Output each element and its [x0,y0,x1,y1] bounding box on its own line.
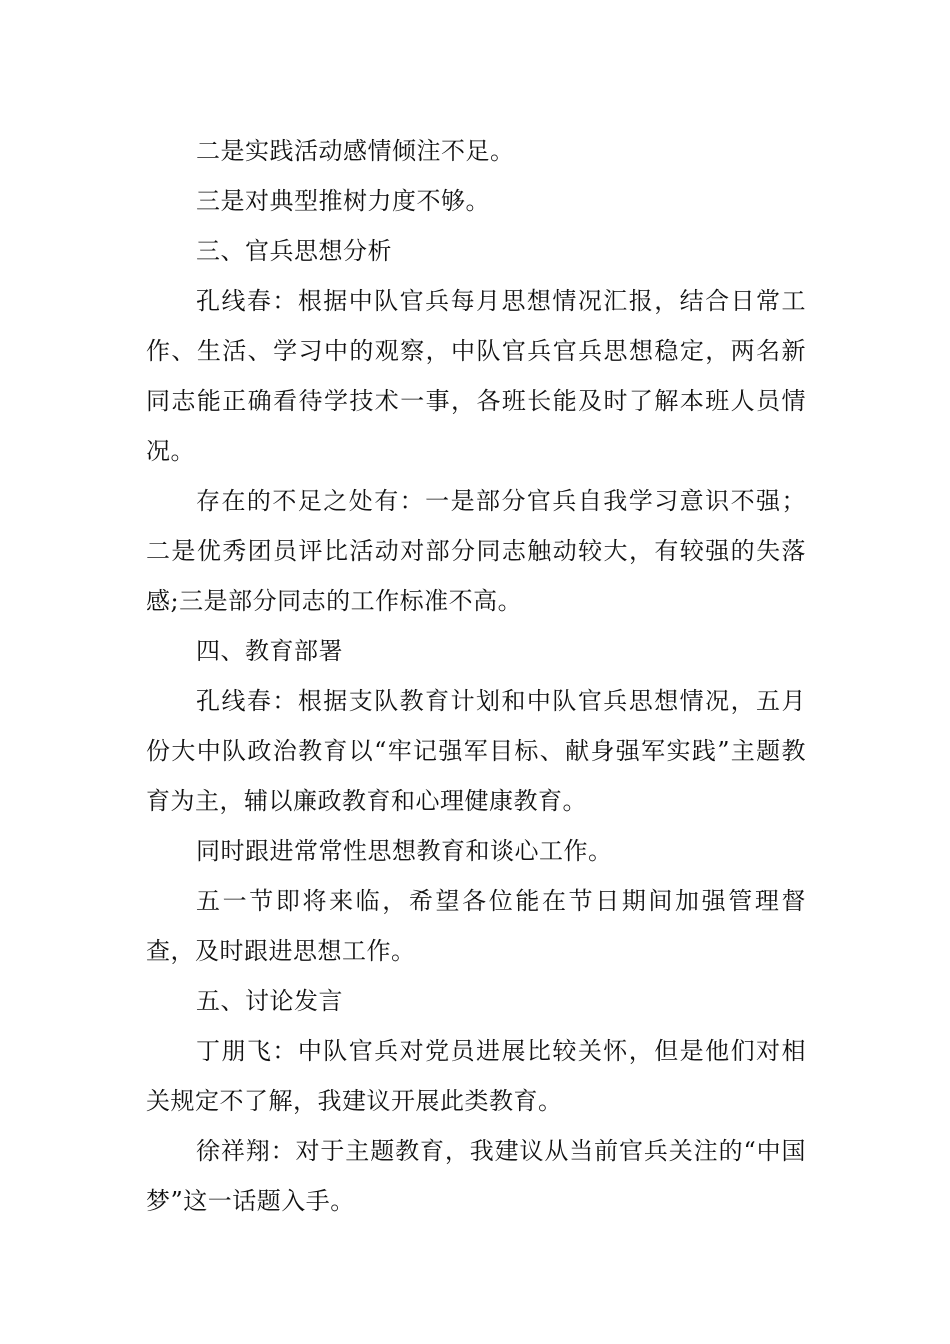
paragraph-speaker-ding: 丁朋飞：中队官兵对党员进展比较关怀，但是他们对相关规定不了解，我建议开展此类教育。 [146,1037,806,1115]
paragraph-follow-up: 同时跟进常常性思想教育和谈心工作。 [196,837,613,865]
paragraph-holiday-notice: 五一节即将来临，希望各位能在节日期间加强管理督查，及时跟进思想工作。 [146,887,806,965]
paragraph-shortcomings: 存在的不足之处有：一是部分官兵自我学习意识不强；二是优秀团员评比活动对部分同志触动较大，有较强的失落感;三是部分同志的工作标准不高。 [146,487,806,615]
paragraph-practice-shortfall: 二是实践活动感情倾注不足。 [196,137,515,165]
section-heading-thought-analysis: 三、官兵思想分析 [196,237,392,265]
section-heading-education-plan: 四、教育部署 [196,637,343,665]
paragraph-role-model-shortfall: 三是对典型推树力度不够。 [196,187,490,215]
section-heading-discussion: 五、讨论发言 [196,987,343,1015]
paragraph-thought-report: 孔线春：根据中队官兵每月思想情况汇报，结合日常工作、生活、学习中的观察，中队官兵官兵思想稳定，两名新同志能正确看待学技术一事，各班长能及时了解本班人员情况。 [146,287,806,465]
paragraph-speaker-xu: 徐祥翔：对于主题教育，我建议从当前官兵关注的“中国梦”这一话题入手。 [146,1137,806,1215]
document-body [146,126,806,1226]
paragraph-education-plan: 孔线春：根据支队教育计划和中队官兵思想情况，五月份大中队政治教育以“牢记强军目标、献身强军实践”主题教育为主，辅以廉政教育和心理健康教育。 [146,687,806,815]
